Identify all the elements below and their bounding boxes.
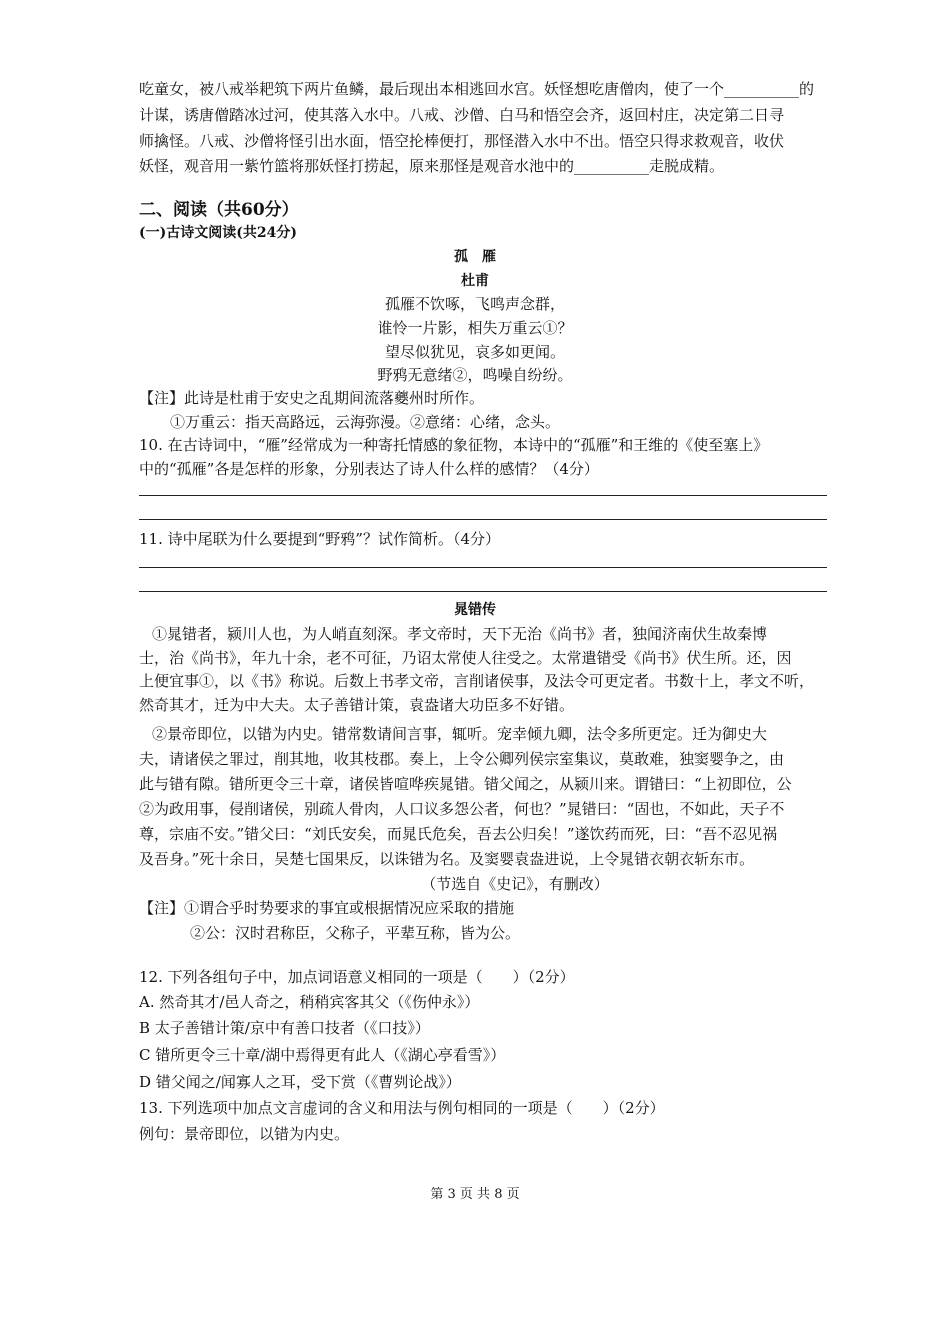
q12-option-c[interactable]: C 错所更令三十章/湖中焉得更有此人（《湖心亭看雪》） xyxy=(139,1046,506,1064)
section-subtitle: (一)古诗文阅读(共24分) xyxy=(139,225,297,241)
answer-line[interactable] xyxy=(139,591,827,592)
prose-note-2: ②公：汉时君称臣，父称子，平辈互称，皆为公。 xyxy=(190,924,521,942)
intro-line-1: 吃童女，被八戒举耙筑下两片鱼鳞，最后现出本相逃回水宫。妖怪想吃唐僧肉，使了一个__________的 xyxy=(139,80,815,98)
prose-p2-line-2: 夫，请诸侯之罪过，削其地，收其枝郡。奏上，上令公卿列侯宗室集议，莫敢难，独窦婴争之，由 xyxy=(139,750,785,768)
q12-stem: 12. 下列各组句子中，加点词语意义相同的一项是（ ）（2分） xyxy=(139,968,575,986)
q12-option-a[interactable]: A. 然奇其才/邑人奇之，稍稍宾客其父（《伤仲永》） xyxy=(139,993,480,1011)
q12-option-b[interactable]: B 太子善错计策/京中有善口技者（《口技》） xyxy=(139,1019,430,1037)
prose-p2-line-4: ②为政用事，侵削诸侯，别疏人骨肉，人口议多怨公者，何也？”晁错曰：“固也，不如此，天子不 xyxy=(139,800,785,818)
answer-line[interactable] xyxy=(139,567,827,568)
page-number: 第 3 页 共 8 页 xyxy=(430,1187,520,1202)
q13-stem: 13. 下列选项中加点文言虚词的含义和用法与例句相同的一项是（ ）（2分） xyxy=(139,1099,665,1117)
poem-title: 孤 雁 xyxy=(454,249,496,265)
prose-source: （节选自《史记》，有删改） xyxy=(421,875,609,893)
poem-line-1: 孤雁不饮啄，飞鸣声念群， xyxy=(384,295,565,313)
q10-line-1: 10. 在古诗词中，“雁”经常成为一种寄托情感的象征物，本诗中的“孤雁”和王维的《使至塞上》 xyxy=(139,436,769,454)
prose-p1-line-3: 上便宜事①，以《书》称说。后数上书孝文帝，言削诸侯事，及法令可更定者。书数十上，孝文不听， xyxy=(139,672,815,690)
prose-p2-line-5: 尊，宗庙不安。”错父曰：“刘氏安矣，而晁氏危矣，吾去公归矣！”遂饮药而死，曰：“吾不忍见祸 xyxy=(139,825,778,843)
prose-title: 晁错传 xyxy=(454,602,496,618)
prose-note-1: 【注】①谓合乎时势要求的事宜或根据情况应采取的措施 xyxy=(139,899,515,917)
prose-p2-line-3: 此与错有隙。错所更令三十章，诸侯皆喧哗疾晁错。错父闻之，从颍川来。谓错曰：“上初即位，公 xyxy=(139,775,792,793)
prose-p2-line-6: 及吾身。”死十余日，吴楚七国果反，以诛错为名。及窦婴袁盎进说，上令晁错衣朝衣斩东市。 xyxy=(139,850,755,868)
section-title: 二、阅读（共60分） xyxy=(139,200,299,220)
poem-line-4: 野鸦无意绪②，鸣噪自纷纷。 xyxy=(377,366,573,384)
prose-p1-line-1: ①晁错者，颍川人也，为人峭直刻深。孝文帝时，天下无治《尚书》者，独闻济南伏生故秦博 xyxy=(152,625,768,643)
poem-author: 杜甫 xyxy=(461,273,489,289)
q11-stem: 11. 诗中尾联为什么要提到“野鸦”？试作简析。（4分） xyxy=(139,530,501,548)
intro-line-2: 计谋，诱唐僧踏冰过河，使其落入水中。八戒、沙僧、白马和悟空会齐，返回村庄，决定第二日寻 xyxy=(139,106,785,124)
poem-note-2: ①万重云：指天高路远，云海弥漫。②意绪：心绪，念头。 xyxy=(170,413,561,431)
poem-line-3: 望尽似犹见，哀多如更闻。 xyxy=(384,343,565,361)
poem-line-2: 谁怜一片影，相失万重云①？ xyxy=(377,319,573,337)
poem-note-1: 【注】此诗是杜甫于安史之乱期间流落夔州时所作。 xyxy=(139,389,485,407)
answer-line[interactable] xyxy=(139,495,827,496)
answer-line[interactable] xyxy=(139,519,827,520)
prose-p2-line-1: ②景帝即位，以错为内史。错常数请间言事，辄听。宠幸倾九卿，法令多所更定。迁为御史大 xyxy=(152,725,768,743)
intro-line-4: 妖怪，观音用一紫竹篮将那妖怪打捞起，原来那怪是观音水池中的__________走脱成精。 xyxy=(139,157,725,175)
q13-example: 例句：景帝即位，以错为内史。 xyxy=(139,1125,350,1143)
q12-option-d[interactable]: D 错父闻之/闻寡人之耳，受下赏（《曹刿论战》） xyxy=(139,1073,461,1091)
prose-p1-line-2: 士，治《尚书》，年九十余，老不可征，乃诏太常使人往受之。太常遣错受《尚书》伏生所。还，因 xyxy=(139,649,792,667)
intro-line-3: 师擒怪。八戒、沙僧将怪引出水面，悟空抡棒便打，那怪潜入水中不出。悟空只得求救观音，收伏 xyxy=(139,132,785,150)
q10-line-2: 中的“孤雁”各是怎样的形象，分别表达了诗人什么样的感情？（4分） xyxy=(139,460,599,478)
prose-p1-line-4: 然奇其才，迁为中大夫。太子善错计策，袁盎诸大功臣多不好错。 xyxy=(139,696,575,714)
